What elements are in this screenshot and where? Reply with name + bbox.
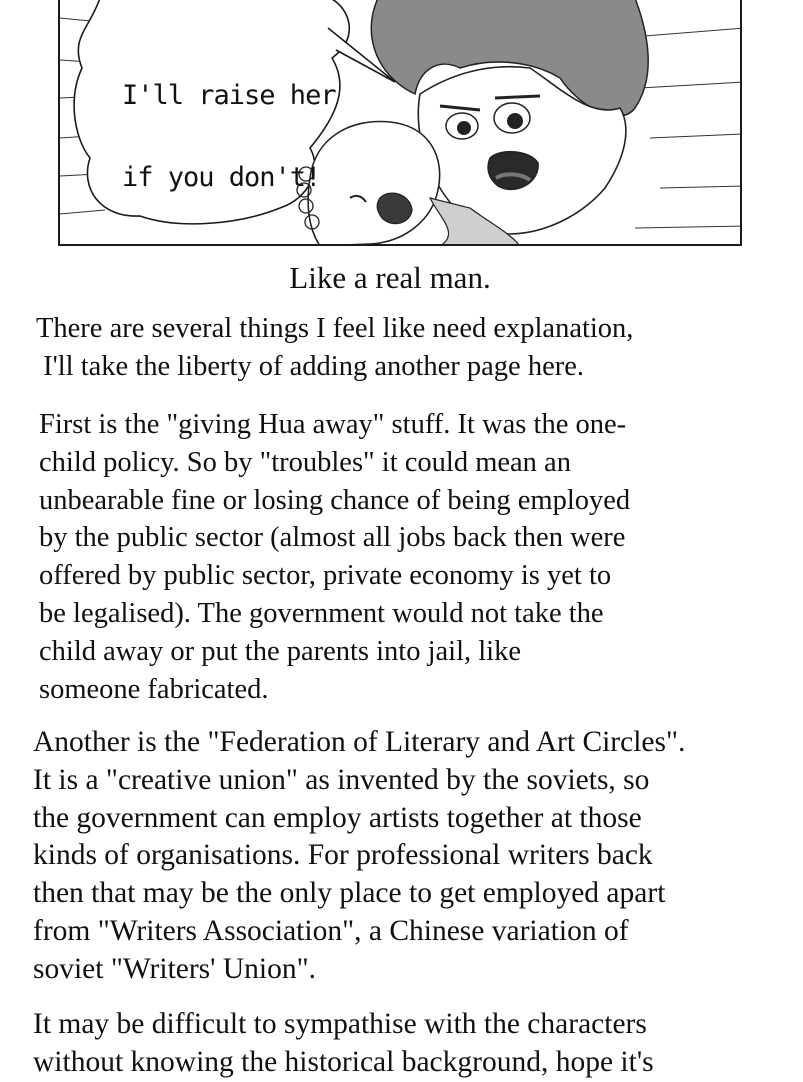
text-line: It may be difficult to sympathise with the characters (33, 1008, 647, 1040)
text-line: by the public sector (almost all jobs back then were (39, 522, 626, 554)
text-line: Another is the "Federation of Literary and Art Circles". (33, 726, 686, 758)
text-line: It is a "creative union" as invented by the soviets, so (33, 763, 650, 796)
text-line: the government can employ artists together at those (33, 801, 642, 834)
text-line: child away or put the parents into jail, like (39, 635, 521, 667)
text-line: kinds of organisations. For professional writers back (33, 839, 653, 872)
text-line: soviet "Writers' Union". (33, 952, 317, 985)
text-line: without knowing the historical background, hope it's (33, 1045, 654, 1078)
speech-line: I'll raise her (122, 80, 336, 111)
text-line: from "Writers Association", a Chinese variation of (33, 914, 629, 947)
text-line: child policy. So by "troubles" it could mean an (39, 446, 571, 478)
paragraph-federation (33, 724, 685, 989)
panel-caption: Like a real man. (289, 260, 491, 295)
text-line: I'll take the liberty of adding another page here. (36, 350, 584, 382)
text-line: offered by public sector, private economy is yet to (39, 560, 612, 592)
text-line: unbearable fine or losing chance of being employed (39, 484, 631, 516)
speech-bubble-text (122, 34, 352, 246)
speech-line: if you don't! (122, 162, 321, 193)
text-line: someone fabricated. (39, 673, 269, 705)
speech-line (122, 239, 352, 246)
text-line: First is the "giving Hua away" stuff. It was the one- (39, 409, 627, 440)
paragraph-closing (33, 1006, 654, 1082)
comic-panel (58, 0, 742, 246)
text-line: be legalised). The government would not take the (39, 597, 604, 629)
paragraph-intro (36, 310, 633, 386)
text-line: There are several things I feel like need explanation, (36, 313, 634, 344)
paragraph-one-child-policy (39, 406, 630, 708)
text-line: then that may be the only place to get employed apart (33, 877, 666, 910)
